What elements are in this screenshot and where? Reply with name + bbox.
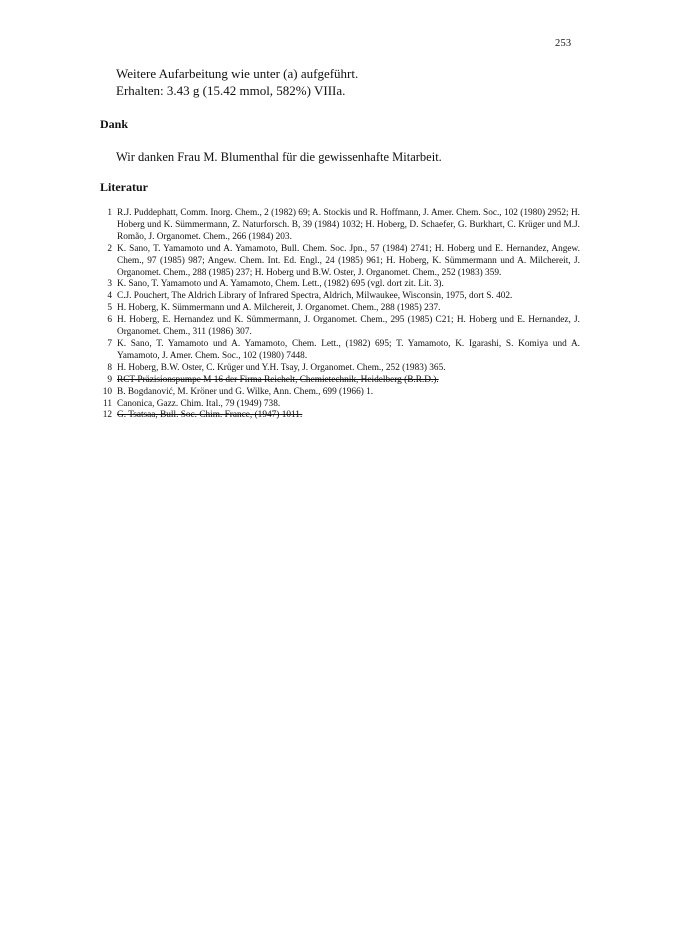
reference-text: R.J. Puddephatt, Comm. Inorg. Chem., 2 (1982) 69; A. Stockis und R. Hoffmann, J. Amer. Chem. Soc., 102 (1980) 2952; H. Hoberg und K. Sümmermann, Z. Naturforsch. B, 39 (1984) 1032; H. Hoberg, D. Schaefer, G. Burkhart, C. Krüger und M.J. Romão, J. Organomet. Chem., 266 (1984) 203. [117, 208, 580, 242]
reference-text: K. Sano, T. Yamamoto und A. Yamamoto, Bull. Chem. Soc. Jpn., 57 (1984) 2741; H. Hoberg und E. Hernandez, Angew. Chem., 97 (1985) 987; Angew. Chem. Int. Ed. Engl., 24 (1985) 961; H. Hoberg, K. Sümmermann und A. Milchereit, J. Organomet. Chem., 288 (1985) 237; H. Hoberg und B.W. Oster, J. Organomet. Chem., 252 (1983) 359. [117, 243, 580, 278]
literatur-heading: Literatur [100, 180, 148, 194]
reference-item [100, 410, 580, 422]
reference-item [100, 339, 580, 363]
reference-item [100, 291, 580, 303]
reference-text: Canonica, Gazz. Chim. Ital., 79 (1949) 738. [117, 398, 281, 409]
reference-item [100, 375, 580, 387]
intro-line-2: Erhalten: 3.43 g (15.42 mmol, 582%) VIIIa. [116, 83, 346, 98]
reference-text: H. Hoberg, E. Hernandez und K. Sümmermann, J. Organomet. Chem., 295 (1985) C21; H. Hoberg und E. Hernandez, J. Organomet. Chem., 311 (1986) 307. [117, 315, 580, 338]
reference-number: 12 [102, 410, 112, 421]
reference-item [100, 399, 580, 411]
reference-text: H. Hoberg, B.W. Oster, C. Krüger und Y.H. Tsay, J. Organomet. Chem., 252 (1983) 365. [117, 362, 446, 373]
reference-item [100, 363, 580, 375]
reference-number: 11 [103, 398, 112, 409]
reference-item [100, 303, 580, 315]
reference-number: 2 [107, 243, 112, 254]
intro-line-1: Weitere Aufarbeitung wie unter (a) aufgeführt. [116, 66, 359, 81]
dank-text: Wir danken Frau M. Blumenthal für die gewissenhafte Mitarbeit. [116, 150, 442, 164]
reference-number: 8 [107, 362, 112, 373]
reference-list [100, 208, 580, 422]
reference-item [100, 387, 580, 399]
reference-text: RCT-Präzisionspumpe M 16 der Firma Reichelt, Chemietechnik, Heidelberg (B.R.D.). [117, 374, 439, 385]
reference-number: 5 [107, 303, 112, 314]
reference-number: 6 [107, 315, 112, 326]
intro-block [116, 65, 358, 99]
reference-item [100, 244, 580, 280]
reference-number: 9 [107, 374, 112, 385]
reference-number: 1 [107, 208, 112, 218]
dank-heading: Dank [100, 117, 129, 131]
page-number: 253 [555, 38, 572, 49]
reference-text: K. Sano, T. Yamamoto und A. Yamamoto, Chem. Lett., (1982) 695; T. Yamamoto, K. Igarashi, S. Komiya und A. Yamamoto, J. Amer. Chem. Soc., 102 (1980) 7448. [117, 338, 580, 361]
reference-item [100, 315, 580, 339]
reference-number: 3 [107, 279, 112, 290]
reference-text: G. Tsatsaa, Bull. Soc. Chim. France, (1947) 1011. [117, 410, 303, 421]
reference-text: C.J. Pouchert, The Aldrich Library of Infrared Spectra, Aldrich, Milwaukee, Wisconsin, 1975, dort S. 402. [117, 291, 513, 302]
reference-item [100, 279, 580, 291]
reference-item [100, 208, 580, 244]
reference-text: K. Sano, T. Yamamoto und A. Yamamoto, Chem. Lett., (1982) 695 (vgl. dort zit. Lit. 3). [117, 279, 444, 290]
reference-text: B. Bogdanović, M. Kröner und G. Wilke, Ann. Chem., 699 (1966) 1. [117, 386, 374, 397]
reference-number: 7 [107, 338, 112, 349]
reference-number: 4 [107, 291, 112, 302]
reference-text: H. Hoberg, K. Sümmermann und A. Milchereit, J. Organomet. Chem., 288 (1985) 237. [117, 303, 441, 314]
reference-number: 10 [102, 386, 112, 397]
